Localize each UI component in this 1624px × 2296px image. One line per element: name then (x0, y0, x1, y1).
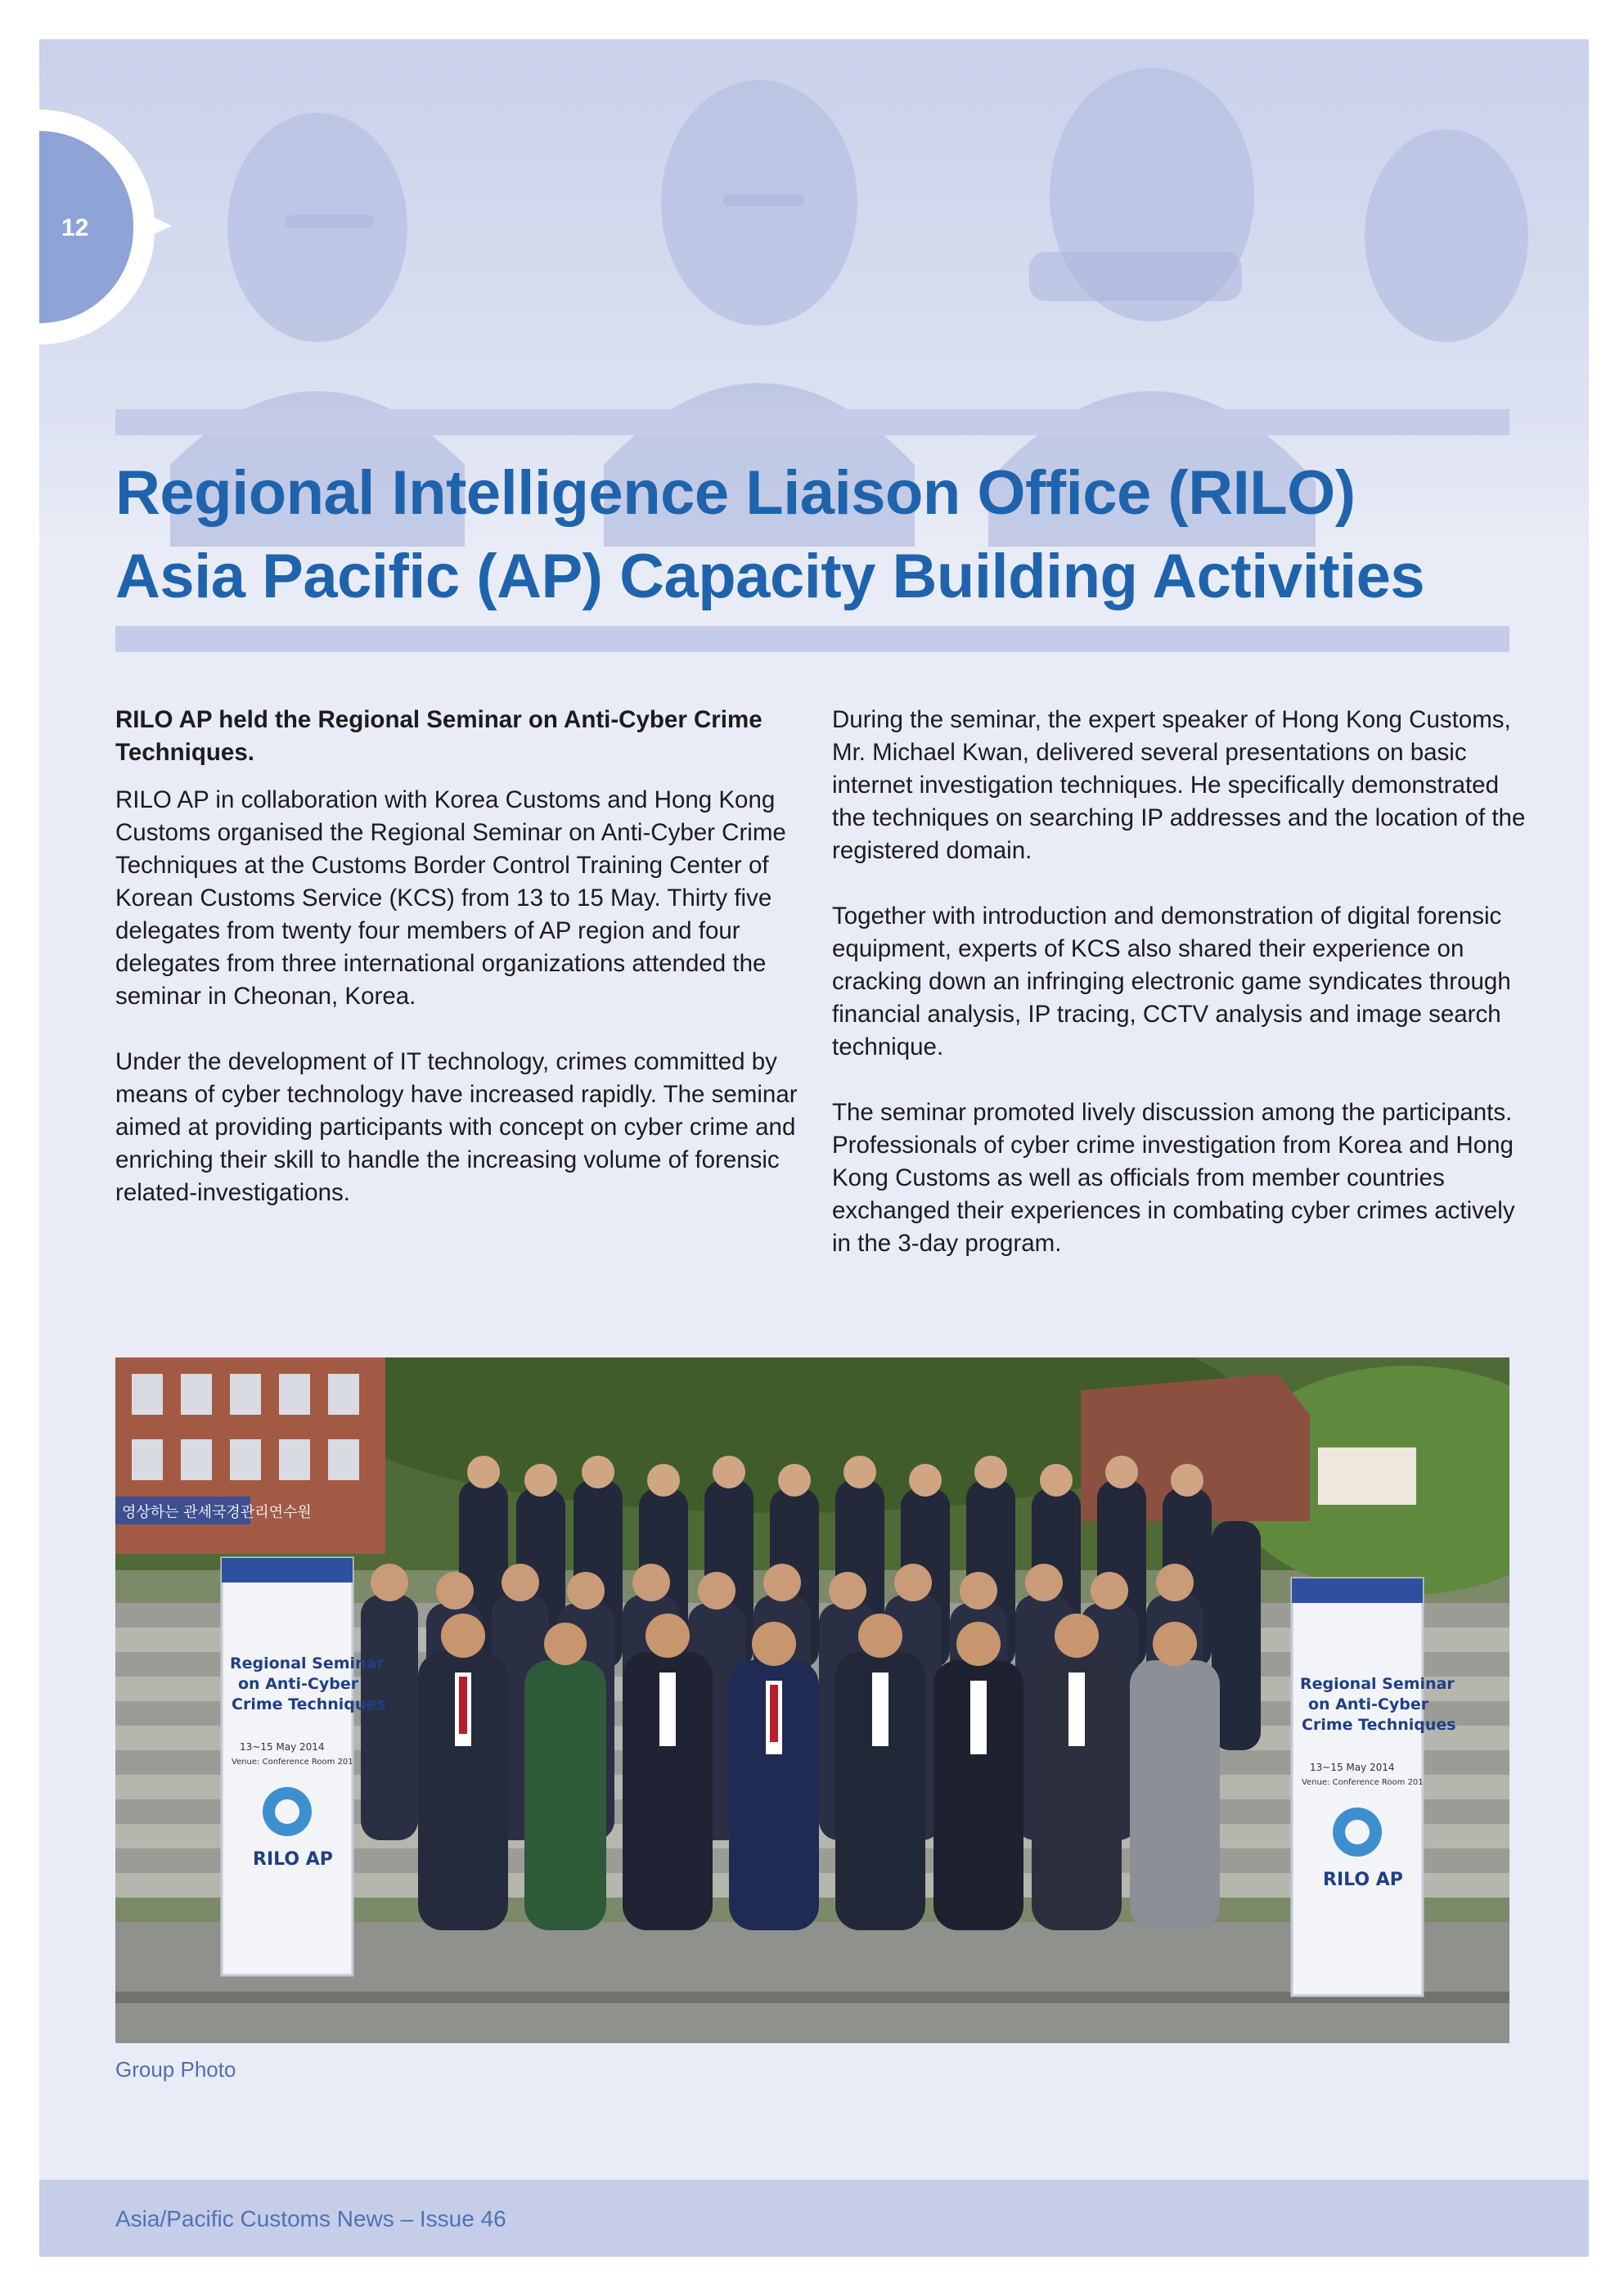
page-number: 12 (61, 214, 89, 241)
building-sign: 영상하는 관세국경관리연수원 (122, 1504, 312, 1521)
svg-text:RILO AP: RILO AP (253, 1849, 333, 1870)
page-title (115, 452, 1523, 619)
article-paragraph: The seminar promoted lively discussion among the participants. Professionals of cyber crime investigation from Korea and Hong Kong Customs as well as officials from member countries exchanged their experiences in combating cyber crimes actively in the 3-day program. (832, 1099, 1515, 1257)
article-lead: RILO AP held the Regional Seminar on Anti-Cyber Crime Techniques. (115, 706, 763, 766)
article-paragraph: Together with introduction and demonstration of digital forensic equipment, experts of KCS also shared their experience on cracking down an infringing electronic game syndicates through financial analysis, IP tracing, CCTV analysis and image search technique. (832, 903, 1511, 1060)
svg-text:Venue: Conference Room 201: Venue: Conference Room 201 (1302, 1778, 1424, 1787)
article-paragraph: RILO AP in collaboration with Korea Customs and Hong Kong Customs organised the Regional Seminar on Anti-Cyber Crime Techniques at the Customs Border Control Training Center of Korean Customs Service (KCS) from 13 to 15 May. Thirty five delegates from twenty four members of AP region and four delegates from three international organizations attended the seminar in Cheonan, Korea. (115, 786, 786, 1010)
title-rule-bottom (115, 626, 1509, 652)
svg-text:on Anti-Cyber: on Anti-Cyber (238, 1675, 359, 1693)
svg-text:on Anti-Cyber: on Anti-Cyber (1308, 1695, 1429, 1713)
group-photo (115, 1357, 1509, 2043)
article-paragraph: Under the development of IT technology, crimes committed by means of cyber technology have increased rapidly. The seminar aimed at providing participants with concept on cyber crime and enriching their skill to handle the increasing volume of forensic related-investigations. (115, 1048, 798, 1206)
page-title-line-1: Regional Intelligence Liaison Office (RILO) (115, 458, 1356, 528)
article-paragraph: During the seminar, the expert speaker of Hong Kong Customs, Mr. Michael Kwan, delivered several presentations on basic internet investigation techniques. He specifically demonstrated the techniques on searching IP addresses and the location of the registered domain. (832, 706, 1526, 864)
title-rule-top (115, 409, 1509, 435)
svg-text:RILO AP: RILO AP (1323, 1870, 1403, 1890)
svg-text:Regional Seminar: Regional Seminar (1300, 1675, 1455, 1693)
svg-text:Venue: Conference Room 201: Venue: Conference Room 201 (232, 1758, 353, 1767)
photo-caption: Group Photo (115, 2057, 236, 2082)
svg-text:13~15 May 2014: 13~15 May 2014 (1310, 1762, 1395, 1773)
article-column-left (115, 704, 811, 1242)
page-tab-notch (147, 214, 172, 237)
svg-text:Crime Techniques: Crime Techniques (232, 1695, 386, 1713)
svg-text:13~15 May 2014: 13~15 May 2014 (240, 1741, 325, 1753)
footer-publication-name: Asia/Pacific Customs News – Issue 46 (115, 2206, 506, 2231)
article-column-right (832, 704, 1527, 1293)
svg-text:Crime Techniques: Crime Techniques (1302, 1716, 1456, 1734)
page-title-line-2: Asia Pacific (AP) Capacity Building Activities (115, 542, 1425, 611)
svg-text:Regional Seminar: Regional Seminar (230, 1654, 385, 1672)
